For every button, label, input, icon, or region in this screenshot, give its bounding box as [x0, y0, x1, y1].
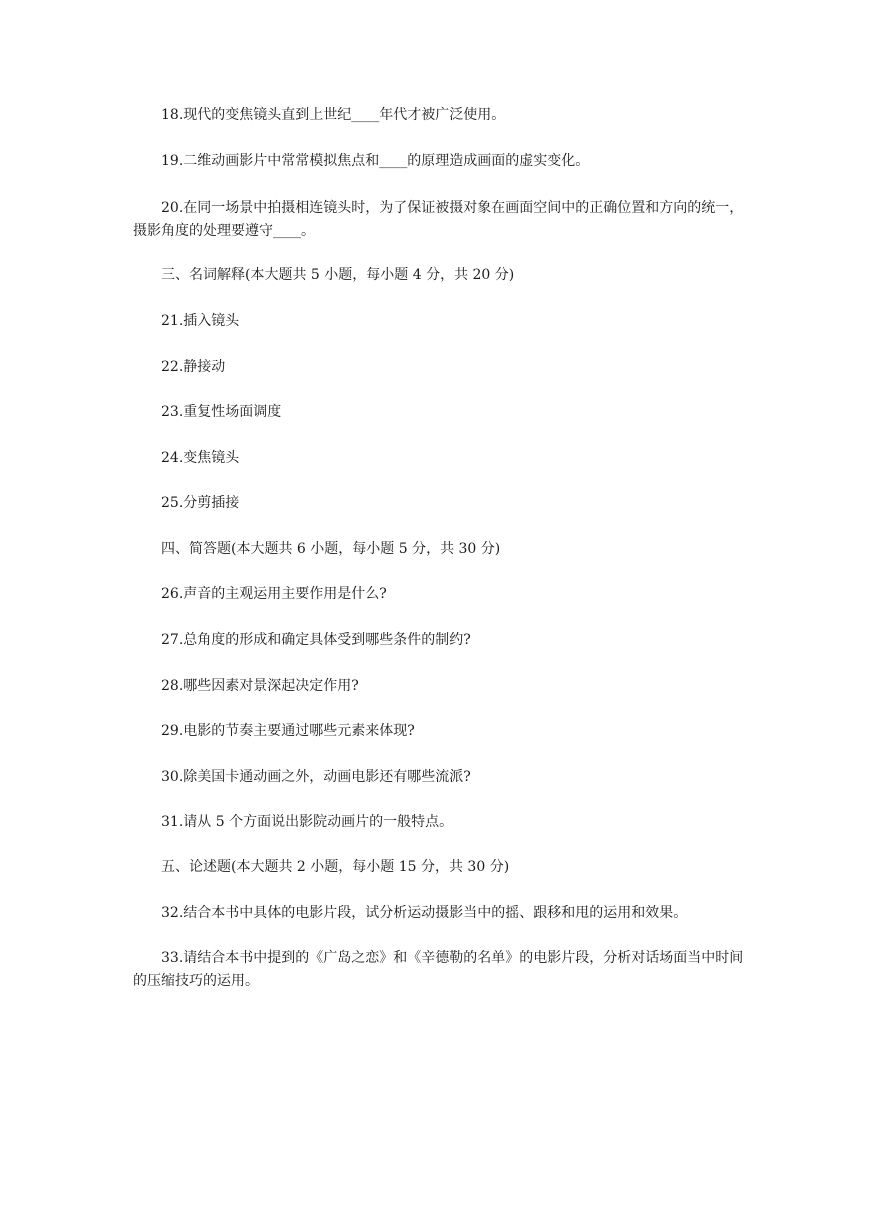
section-4-heading: 四、简答题(本大题共 6 小题，每小题 5 分，共 30 分) [161, 541, 501, 557]
question-29: 29.电影的节奏主要通过哪些元素来体现? [161, 723, 415, 739]
question-28: 28.哪些因素对景深起决定作用? [161, 678, 359, 694]
question-31: 31.请从 5 个方面说出影院动画片的一般特点。 [161, 814, 454, 830]
question-25: 25.分剪插接 [161, 495, 240, 511]
section-5-heading: 五、论述题(本大题共 2 小题，每小题 15 分，共 30 分) [161, 859, 510, 875]
question-22: 22.静接动 [161, 359, 226, 375]
question-19: 19.二维动画影片中常常模拟焦点和____的原理造成画面的虚实变化。 [161, 153, 590, 169]
question-18: 18.现代的变焦镜头直到上世纪____年代才被广泛使用。 [161, 107, 506, 123]
question-21: 21.插入镜头 [161, 313, 240, 329]
question-33: 33.请结合本书中提到的《广岛之恋》和《辛德勒的名单》的电影片段，分析对话场面当中时间的压缩技巧的运用。 [133, 950, 744, 989]
question-27: 27.总角度的形成和确定具体受到哪些条件的制约? [161, 632, 471, 648]
question-26: 26.声音的主观运用主要作用是什么? [161, 586, 387, 602]
question-32: 32.结合本书中具体的电影片段，试分析运动摄影当中的摇、跟移和甩的运用和效果。 [161, 905, 688, 921]
section-3-heading: 三、名词解释(本大题共 5 小题，每小题 4 分，共 20 分) [161, 267, 515, 283]
question-20: 20.在同一场景中拍摄相连镜头时，为了保证被摄对象在画面空间中的正确位置和方向的统一，摄影角度的处理要遵守____。 [133, 200, 744, 239]
question-30: 30.除美国卡通动画之外，动画电影还有哪些流派? [161, 769, 471, 785]
question-24: 24.变焦镜头 [161, 450, 240, 466]
question-23: 23.重复性场面调度 [161, 404, 282, 420]
